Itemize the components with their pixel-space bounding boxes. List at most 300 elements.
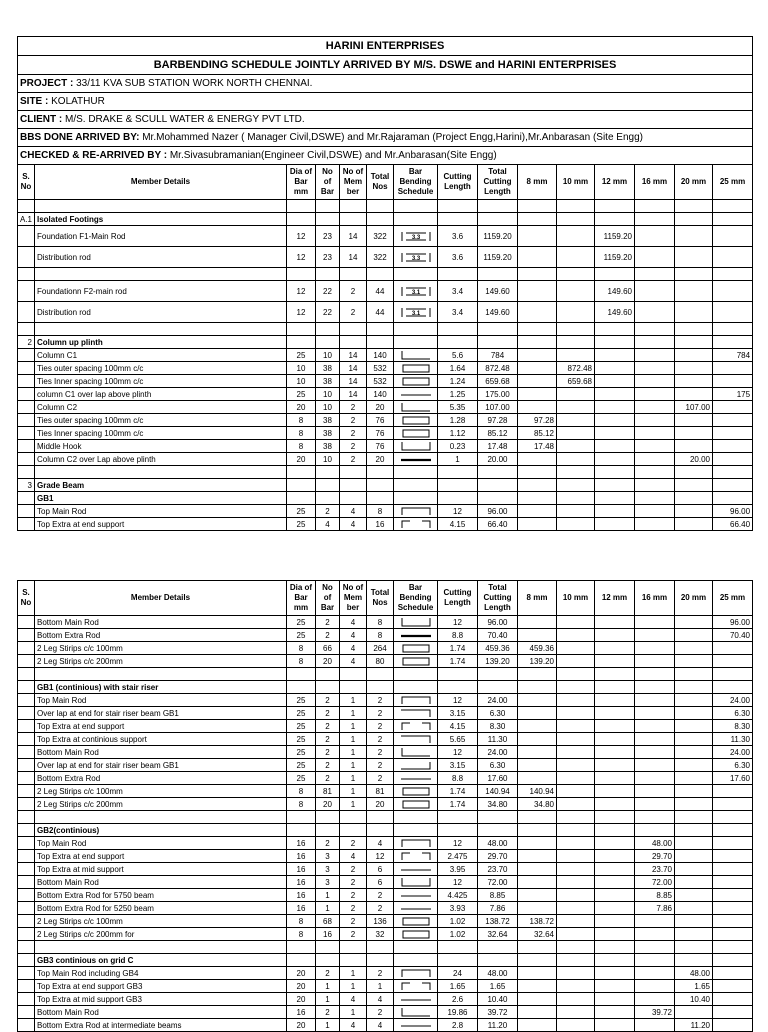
blank-cell	[595, 479, 635, 492]
blank-cell	[394, 681, 438, 694]
bar-shape-box31	[398, 286, 434, 297]
cell-cut: 5.35	[438, 401, 478, 414]
cell-m16	[635, 1019, 675, 1032]
cell-mem: 14	[340, 226, 367, 247]
blank-cell	[478, 466, 518, 479]
cell-m10	[557, 967, 595, 980]
cell-dia: 8	[287, 785, 316, 798]
cell-m10	[557, 850, 595, 863]
cell-m8	[518, 850, 557, 863]
cell-m12	[595, 453, 635, 466]
cell-m12	[595, 616, 635, 629]
cell-bars: 38	[316, 362, 340, 375]
cell-m10	[557, 694, 595, 707]
blank-cell	[287, 466, 316, 479]
cell-mem: 2	[340, 876, 367, 889]
cell-cut: 4.15	[438, 518, 478, 531]
bar-shape-line	[398, 389, 434, 400]
blank-cell	[287, 323, 316, 336]
cell-name: Top Extra at end support	[35, 518, 287, 531]
table-row	[18, 414, 753, 427]
bar-shape-topx	[398, 721, 434, 732]
blank-cell	[635, 479, 675, 492]
blank-cell	[518, 681, 557, 694]
blank-cell	[367, 336, 394, 349]
column-header-total: Total Nos	[367, 581, 394, 616]
cell-name: Bottom Main Rod	[35, 1006, 287, 1019]
cell-m12	[595, 642, 635, 655]
sno-cell	[18, 616, 35, 629]
cell-name: Foundationn F2-main rod	[35, 281, 287, 302]
cell-name: Top Extra at continious support	[35, 733, 287, 746]
table-row	[18, 915, 753, 928]
bar-shape-topx	[398, 519, 434, 530]
cell-cut: 2.6	[438, 993, 478, 1006]
cell-dia: 20	[287, 1019, 316, 1032]
cell-m10	[557, 928, 595, 941]
cell-m25: 175	[713, 388, 753, 401]
cell-bars: 2	[316, 759, 340, 772]
cell-m20	[675, 707, 713, 720]
cell-cut: 5.65	[438, 733, 478, 746]
cell-m25: 70.40	[713, 629, 753, 642]
sno-cell	[18, 401, 35, 414]
cell-m25: 6.30	[713, 707, 753, 720]
cell-m20	[675, 414, 713, 427]
cell-mem: 2	[340, 414, 367, 427]
cell-bars: 38	[316, 440, 340, 453]
sno-cell	[18, 642, 35, 655]
bar-shape-rect	[398, 428, 434, 439]
blank-cell	[713, 213, 753, 226]
cell-m16	[635, 980, 675, 993]
cell-tcut: 8.85	[478, 889, 518, 902]
cell-m10	[557, 302, 595, 323]
cell-m20	[675, 876, 713, 889]
blank-cell	[713, 200, 753, 213]
cell-dia: 25	[287, 720, 316, 733]
blank-cell	[438, 466, 478, 479]
cell-cut: 3.4	[438, 302, 478, 323]
cell-total: 322	[367, 226, 394, 247]
cell-tcut: 10.40	[478, 993, 518, 1006]
cell-m12	[595, 349, 635, 362]
blank-cell	[35, 466, 287, 479]
blank-cell	[557, 941, 595, 954]
blank-cell	[287, 941, 316, 954]
column-header-m8: 8 mm	[518, 165, 557, 200]
blank-cell	[635, 824, 675, 837]
cell-m20	[675, 281, 713, 302]
cell-m12	[595, 440, 635, 453]
cell-tcut: 85.12	[478, 427, 518, 440]
cell-name: Top Extra at end support GB3	[35, 980, 287, 993]
cell-mem: 2	[340, 302, 367, 323]
cell-total: 2	[367, 694, 394, 707]
blank-cell	[316, 479, 340, 492]
cell-m20	[675, 915, 713, 928]
blank-cell	[595, 941, 635, 954]
sno-cell	[18, 655, 35, 668]
cell-m25	[713, 302, 753, 323]
cell-m8	[518, 967, 557, 980]
cell-mem: 1	[340, 785, 367, 798]
cell-m12: 1159.20	[595, 247, 635, 268]
bar-shape-cell	[394, 798, 438, 811]
bar-shape-cell	[394, 993, 438, 1006]
blank-cell	[340, 824, 367, 837]
cell-m16	[635, 759, 675, 772]
blank-cell	[316, 681, 340, 694]
cell-cut: 1.74	[438, 655, 478, 668]
blank-cell	[675, 668, 713, 681]
blank-cell	[18, 668, 35, 681]
table-row	[18, 694, 753, 707]
cell-m20	[675, 837, 713, 850]
cell-m10	[557, 642, 595, 655]
section-row	[18, 824, 753, 837]
cell-m25	[713, 915, 753, 928]
cell-cut: 8.8	[438, 629, 478, 642]
blank-cell	[478, 323, 518, 336]
blank-cell	[316, 268, 340, 281]
cell-m16	[635, 733, 675, 746]
cell-m25	[713, 401, 753, 414]
cell-name: 2 Leg Stirips c/c 100mm	[35, 785, 287, 798]
blank-cell	[518, 954, 557, 967]
table-row	[18, 993, 753, 1006]
cell-dia: 25	[287, 733, 316, 746]
cell-cut: 1.74	[438, 642, 478, 655]
cell-m10	[557, 281, 595, 302]
table-row	[18, 616, 753, 629]
bar-shape-rect	[398, 376, 434, 387]
cell-total: 4	[367, 1019, 394, 1032]
cell-total: 140	[367, 349, 394, 362]
cell-cut: 3.15	[438, 759, 478, 772]
cell-m16	[635, 375, 675, 388]
cell-total: 140	[367, 388, 394, 401]
table-row	[18, 1006, 753, 1019]
cell-m8	[518, 837, 557, 850]
blank-cell	[287, 954, 316, 967]
bar-shape-box31	[398, 307, 434, 318]
section-row	[18, 479, 753, 492]
blank-cell	[340, 336, 367, 349]
svg-text:3.3: 3.3	[411, 255, 420, 262]
cell-m16	[635, 440, 675, 453]
blank-cell	[675, 323, 713, 336]
cell-total: 322	[367, 247, 394, 268]
blank-cell	[635, 941, 675, 954]
table-row	[18, 388, 753, 401]
cell-dia: 8	[287, 928, 316, 941]
cell-mem: 1	[340, 707, 367, 720]
cell-m25	[713, 440, 753, 453]
cell-m16	[635, 629, 675, 642]
cell-dia: 25	[287, 388, 316, 401]
bar-shape-cell	[394, 733, 438, 746]
cell-m20	[675, 247, 713, 268]
cell-name: Bottom Extra Rod	[35, 629, 287, 642]
cell-mem: 1	[340, 759, 367, 772]
cell-total: 44	[367, 281, 394, 302]
cell-total: 81	[367, 785, 394, 798]
cell-m16	[635, 302, 675, 323]
cell-m12	[595, 746, 635, 759]
cell-m25: 6.30	[713, 759, 753, 772]
bar-shape-cell	[394, 863, 438, 876]
cell-name: Top Main Rod	[35, 837, 287, 850]
bar-shape-cell	[394, 414, 438, 427]
blank-cell	[18, 200, 35, 213]
column-header-row	[18, 581, 753, 616]
blank-cell	[635, 492, 675, 505]
cell-m25	[713, 837, 753, 850]
blank-cell	[557, 954, 595, 967]
cell-mem: 4	[340, 518, 367, 531]
blank-cell	[394, 824, 438, 837]
cell-name: Bottom Main Rod	[35, 616, 287, 629]
bar-shape-line	[398, 1020, 434, 1031]
blank-cell	[557, 268, 595, 281]
cell-cut: 1.65	[438, 980, 478, 993]
table-row	[18, 453, 753, 466]
sno-cell	[18, 928, 35, 941]
blank-cell	[367, 941, 394, 954]
schedule-subtitle: BARBENDING SCHEDULE JOINTLY ARRIVED BY M/S. DSWE and HARINI ENTERPRISES	[18, 56, 753, 75]
cell-m16	[635, 518, 675, 531]
sno-cell	[18, 850, 35, 863]
blank-cell	[557, 323, 595, 336]
table-row	[18, 247, 753, 268]
column-header-mem: No of Mem ber	[340, 581, 367, 616]
blank-cell	[478, 668, 518, 681]
cell-m10	[557, 616, 595, 629]
cell-total: 8	[367, 616, 394, 629]
bar-shape-cell	[394, 281, 438, 302]
cell-total: 76	[367, 414, 394, 427]
bar-shape-box33	[398, 252, 434, 263]
blank-cell	[595, 466, 635, 479]
cell-cut: 1.28	[438, 414, 478, 427]
cell-cut: 3.93	[438, 902, 478, 915]
blank-cell	[595, 492, 635, 505]
cell-m20	[675, 616, 713, 629]
section-title: Column up plinth	[35, 336, 287, 349]
bar-shape-cell	[394, 401, 438, 414]
blank-cell	[595, 336, 635, 349]
blank-cell	[713, 824, 753, 837]
cell-m12	[595, 759, 635, 772]
cell-m20: 20.00	[675, 453, 713, 466]
cell-bars: 38	[316, 414, 340, 427]
cell-mem: 2	[340, 928, 367, 941]
cell-m8	[518, 388, 557, 401]
cell-bars: 3	[316, 863, 340, 876]
cell-m10	[557, 247, 595, 268]
cell-m10	[557, 414, 595, 427]
cell-m20	[675, 518, 713, 531]
cell-mem: 14	[340, 349, 367, 362]
cell-m16	[635, 928, 675, 941]
blank-cell	[287, 492, 316, 505]
cell-m25: 17.60	[713, 772, 753, 785]
cell-m8: 17.48	[518, 440, 557, 453]
blank-cell	[316, 336, 340, 349]
blank-cell	[367, 323, 394, 336]
blank-cell	[438, 323, 478, 336]
blank-cell	[518, 200, 557, 213]
blank-cell	[367, 200, 394, 213]
cell-name: 2 Leg Stirips c/c 200mm	[35, 798, 287, 811]
column-header-mem: No of Mem ber	[340, 165, 367, 200]
cell-m16: 29.70	[635, 850, 675, 863]
cell-m25	[713, 642, 753, 655]
section-number	[18, 824, 35, 837]
cell-cut: 19.86	[438, 1006, 478, 1019]
cell-m20	[675, 362, 713, 375]
table-row	[18, 785, 753, 798]
cell-total: 8	[367, 629, 394, 642]
cell-m16	[635, 349, 675, 362]
cell-m8	[518, 518, 557, 531]
table-row	[18, 281, 753, 302]
cell-bars: 16	[316, 928, 340, 941]
blank-cell	[557, 200, 595, 213]
cell-total: 136	[367, 915, 394, 928]
cell-cut: 2.475	[438, 850, 478, 863]
bar-shape-rect	[398, 799, 434, 810]
bar-shape-line	[398, 903, 434, 914]
blank-cell	[518, 668, 557, 681]
cell-m12	[595, 928, 635, 941]
column-header-m10: 10 mm	[557, 165, 595, 200]
bar-shape-cell	[394, 616, 438, 629]
cell-bars: 2	[316, 772, 340, 785]
cell-m20	[675, 733, 713, 746]
cell-m20	[675, 785, 713, 798]
blank-cell	[340, 668, 367, 681]
cell-m16	[635, 720, 675, 733]
cell-bars: 2	[316, 746, 340, 759]
cell-bars: 2	[316, 707, 340, 720]
bar-shape-cell	[394, 375, 438, 388]
cell-dia: 20	[287, 967, 316, 980]
cell-total: 20	[367, 798, 394, 811]
blank-cell	[438, 824, 478, 837]
blank-cell	[287, 811, 316, 824]
cell-total: 2	[367, 733, 394, 746]
blank-cell	[675, 492, 713, 505]
cell-m10	[557, 915, 595, 928]
blank-cell	[713, 323, 753, 336]
sno-cell	[18, 902, 35, 915]
blank-cell	[287, 668, 316, 681]
cell-total: 2	[367, 746, 394, 759]
cell-cut: 4.15	[438, 720, 478, 733]
blank-cell	[438, 954, 478, 967]
cell-m25	[713, 414, 753, 427]
blank-cell	[595, 681, 635, 694]
svg-text:3.1: 3.1	[411, 310, 420, 317]
cell-cut: 1.02	[438, 928, 478, 941]
cell-bars: 20	[316, 798, 340, 811]
section-number	[18, 681, 35, 694]
cell-m16	[635, 785, 675, 798]
blank-cell	[394, 492, 438, 505]
blank-cell	[438, 268, 478, 281]
cell-m25	[713, 655, 753, 668]
blank-cell	[18, 268, 35, 281]
cell-name: Top Main Rod including GB4	[35, 967, 287, 980]
cell-total: 1	[367, 980, 394, 993]
cell-cut: 3.6	[438, 247, 478, 268]
blank-cell	[287, 336, 316, 349]
bar-shape-cell	[394, 902, 438, 915]
blank-cell	[478, 492, 518, 505]
cell-m8	[518, 362, 557, 375]
cell-name: Top Main Rod	[35, 505, 287, 518]
cell-m12	[595, 694, 635, 707]
cell-m16: 48.00	[635, 837, 675, 850]
cell-m12	[595, 915, 635, 928]
cell-m20	[675, 1006, 713, 1019]
cell-m10	[557, 505, 595, 518]
cell-bars: 1	[316, 1019, 340, 1032]
bar-shape-cell	[394, 980, 438, 993]
bar-shape-cell	[394, 1006, 438, 1019]
cell-cut: 12	[438, 505, 478, 518]
cell-bars: 10	[316, 453, 340, 466]
cell-bars: 1	[316, 993, 340, 1006]
sno-cell	[18, 889, 35, 902]
bar-shape-cell	[394, 518, 438, 531]
svg-text:3.1: 3.1	[411, 289, 420, 296]
blank-cell	[438, 811, 478, 824]
blank-cell	[394, 811, 438, 824]
cell-mem: 2	[340, 889, 367, 902]
blank-cell	[675, 954, 713, 967]
cell-dia: 16	[287, 837, 316, 850]
cell-total: 2	[367, 772, 394, 785]
cell-m10	[557, 863, 595, 876]
blank-cell	[316, 954, 340, 967]
bar-shape-rect	[398, 363, 434, 374]
sno-cell	[18, 414, 35, 427]
cell-bars: 81	[316, 785, 340, 798]
cell-tcut: 107.00	[478, 401, 518, 414]
cell-mem: 2	[340, 401, 367, 414]
cell-m8	[518, 759, 557, 772]
cell-cut: 8.8	[438, 772, 478, 785]
cell-m16	[635, 427, 675, 440]
cell-m16	[635, 915, 675, 928]
cell-dia: 8	[287, 798, 316, 811]
cell-mem: 4	[340, 629, 367, 642]
cell-m10	[557, 837, 595, 850]
column-header-m20: 20 mm	[675, 165, 713, 200]
cell-cut: 12	[438, 837, 478, 850]
cell-mem: 14	[340, 375, 367, 388]
cell-m10	[557, 889, 595, 902]
company-title: HARINI ENTERPRISES	[18, 37, 753, 56]
bar-shape-L	[398, 350, 434, 361]
cell-m10	[557, 707, 595, 720]
cell-bars: 68	[316, 915, 340, 928]
blank-cell	[367, 681, 394, 694]
cell-bars: 3	[316, 876, 340, 889]
